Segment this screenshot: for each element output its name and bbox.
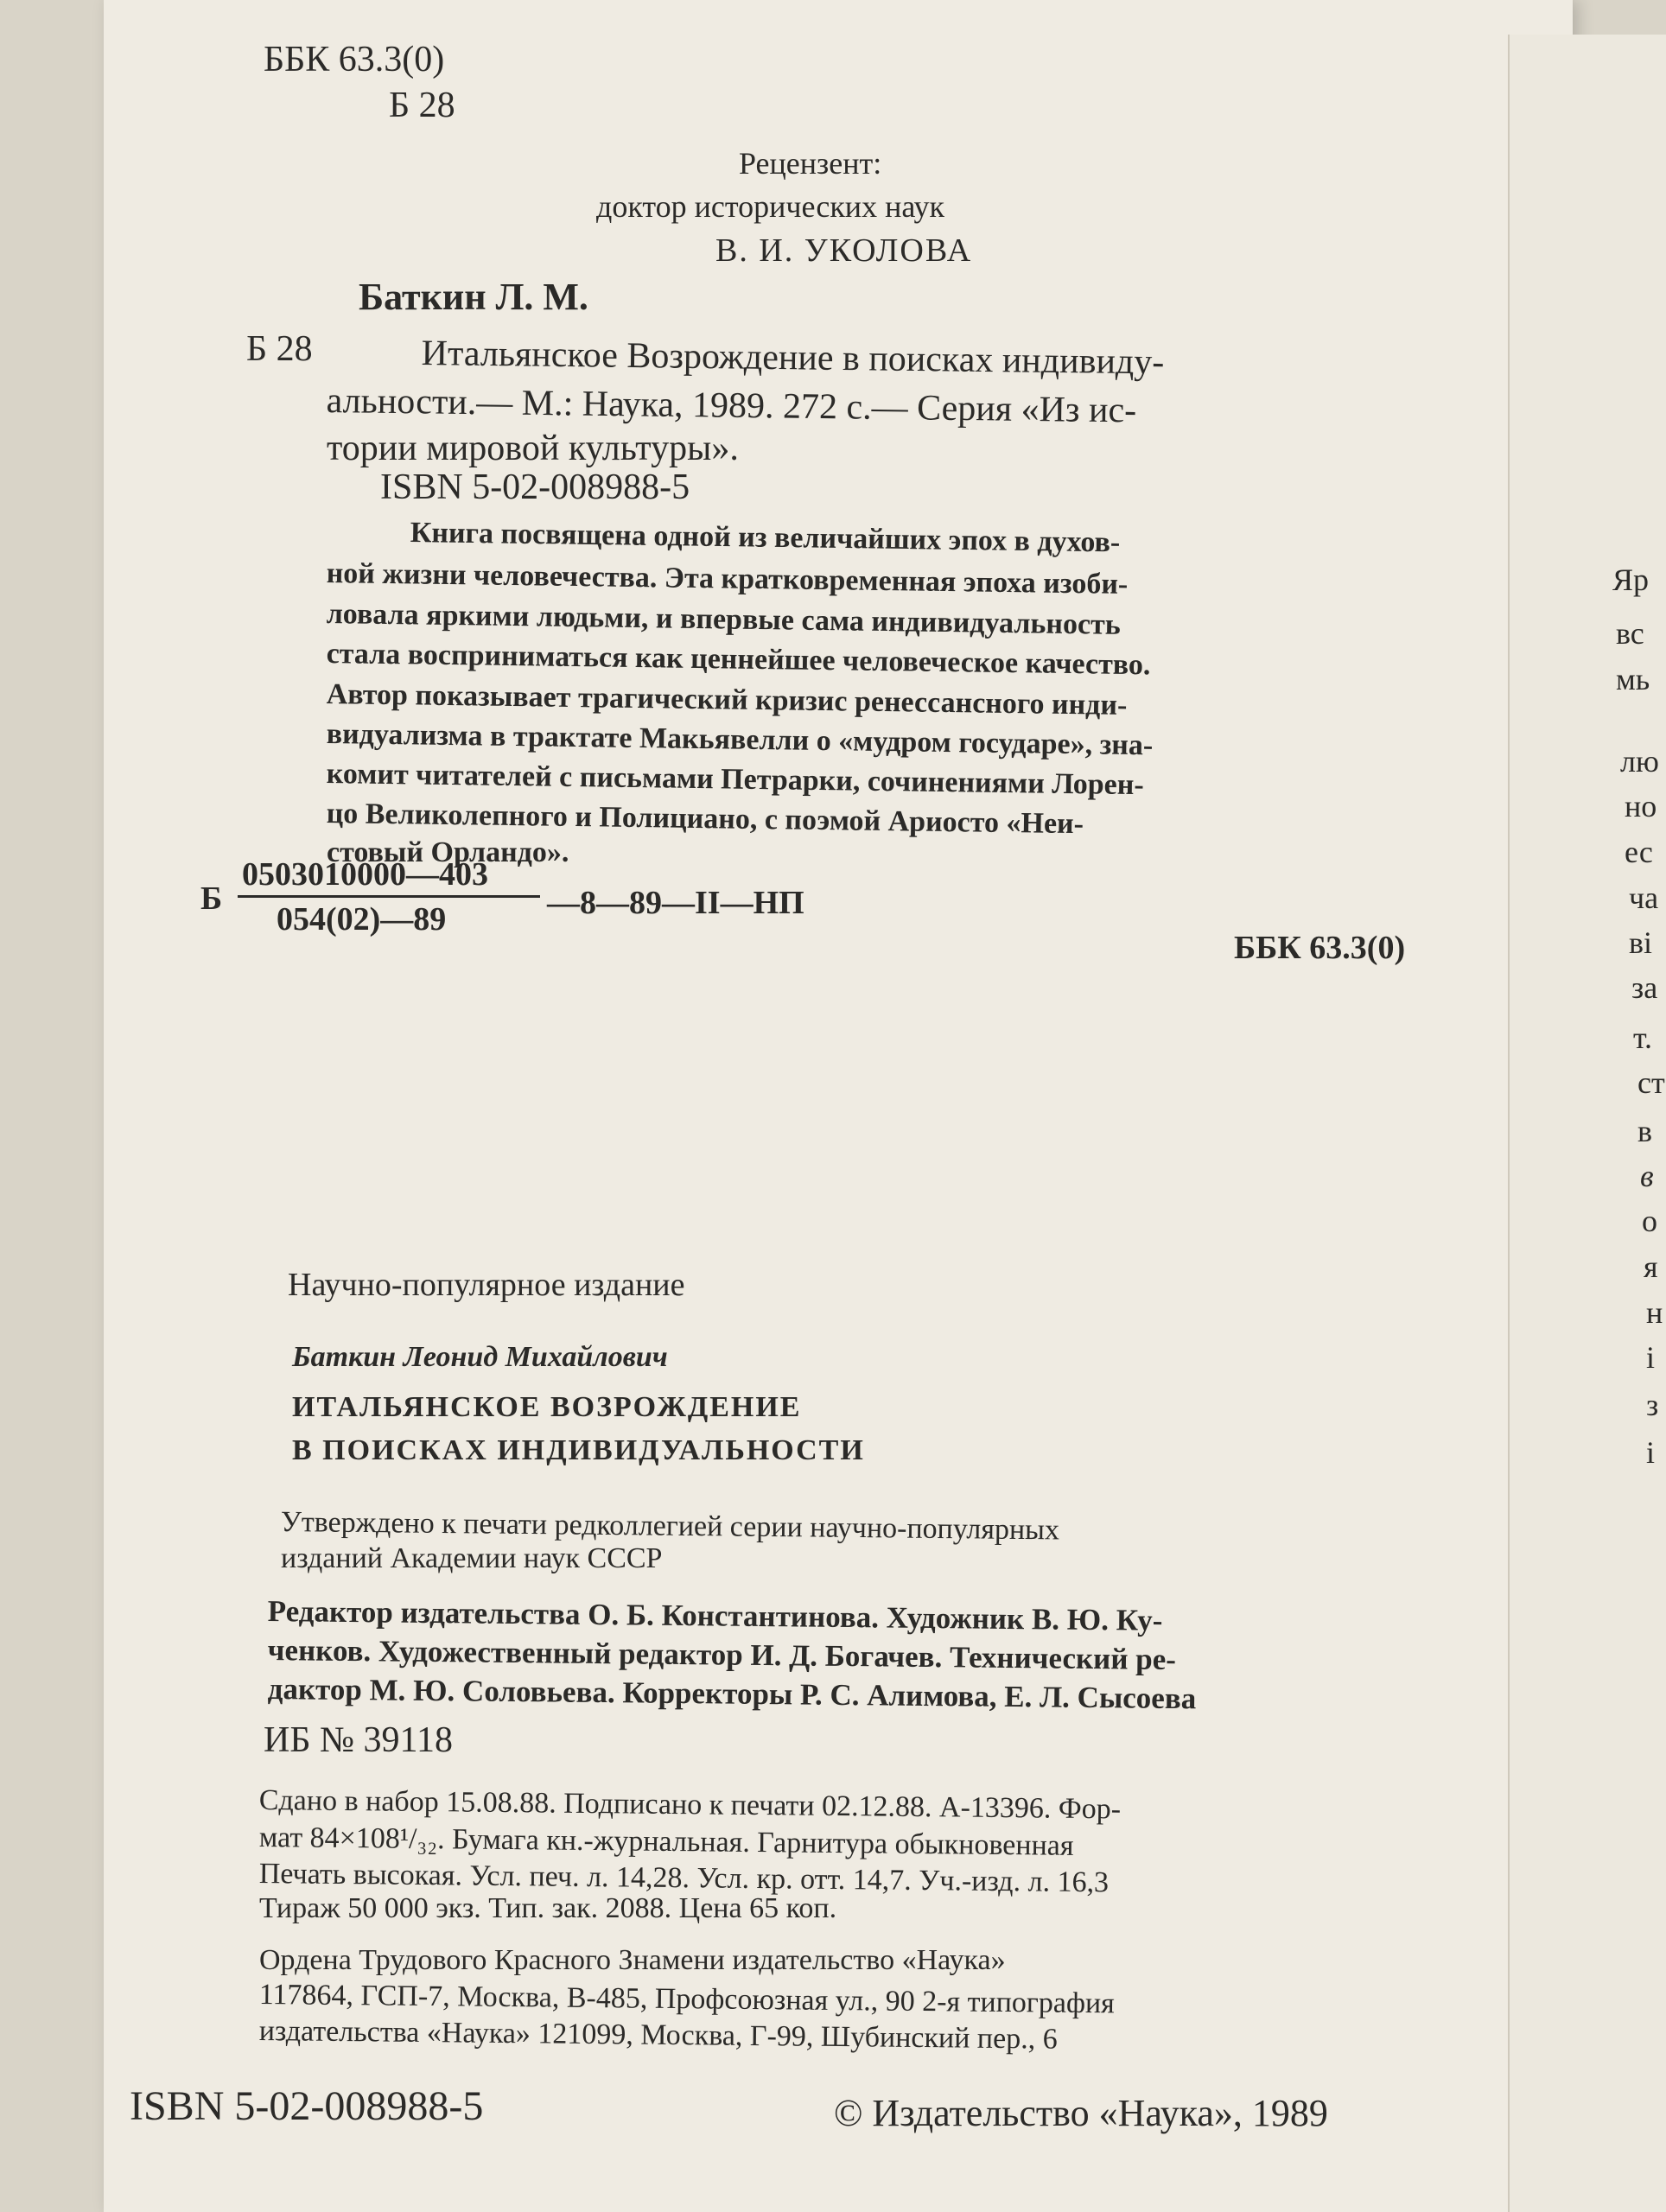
next-page-fragment: і bbox=[1646, 1435, 1656, 1470]
approved-line: Утверждено к печати редколлегией серии научно-популярных bbox=[280, 1506, 1060, 1547]
annotation-line: ловала яркими людьми, и впервые сама индивидуальность bbox=[326, 598, 1122, 641]
next-page-fragment: ча bbox=[1629, 880, 1659, 915]
formula-numerator: 0503010000—403 bbox=[242, 856, 488, 893]
next-page-fragment: вс bbox=[1616, 616, 1644, 651]
staff-line: ченков. Художественный редактор И. Д. Богачев. Технический ре- bbox=[267, 1633, 1177, 1677]
next-page-fragment: в bbox=[1640, 1159, 1654, 1193]
annotation-line: комит читателей с письмами Петрарки, сочинениями Лорен- bbox=[326, 758, 1144, 802]
annotation-line: Автор показывает трагический кризис ренессансного инди- bbox=[326, 678, 1128, 721]
annotation-line: видуализма в трактате Макьявелли о «мудром государе», зна- bbox=[326, 718, 1154, 762]
author-heading: Баткин Л. М. bbox=[359, 276, 588, 318]
next-page-fragment: в bbox=[1637, 1114, 1652, 1148]
catalog-line: Итальянское Возрождение в поисках индивиду- bbox=[421, 333, 1165, 383]
ib-number: ИБ № 39118 bbox=[264, 1720, 453, 1760]
approved-line: изданий Академии наук СССР bbox=[281, 1542, 663, 1574]
next-page-fragment: но bbox=[1625, 789, 1657, 823]
reviewer-name: В. И. УКОЛОВА bbox=[715, 232, 973, 269]
publisher-line: 117864, ГСП-7, Москва, В-485, Профсоюзная ул., 90 2-я типография bbox=[258, 1979, 1116, 2020]
annotation-line: Книга посвящена одной из величайших эпох в духов- bbox=[410, 517, 1121, 559]
next-page-fragment: ст bbox=[1637, 1065, 1665, 1100]
edition-type: Научно-популярное издание bbox=[288, 1267, 685, 1303]
publisher-line: издательства «Наука» 121099, Москва, Г-99, Шубинский пер., 6 bbox=[258, 2015, 1058, 2056]
catalog-isbn: ISBN 5-02-008988-5 bbox=[380, 467, 690, 507]
book-title-line: В ПОИСКАХ ИНДИВИДУАЛЬНОСТИ bbox=[292, 1434, 865, 1466]
annotation-line: стала восприниматься как ценнейшее человеческое качество. bbox=[326, 638, 1151, 682]
next-page-fragment: Яр bbox=[1612, 563, 1650, 597]
print-info-line: Тираж 50 000 экз. Тип. зак. 2088. Цена 65 коп. bbox=[259, 1892, 837, 1924]
author-mark-top: Б 28 bbox=[389, 86, 455, 125]
bbk-code-top: ББК 63.3(0) bbox=[264, 40, 445, 79]
bbk-code-right: ББК 63.3(0) bbox=[1234, 930, 1406, 966]
annotation-line: ной жизни человечества. Эта кратковременная эпоха изоби- bbox=[326, 557, 1129, 601]
copyright-line: © Издательство «Наука», 1989 bbox=[834, 2092, 1328, 2134]
next-page-fragment: т. bbox=[1633, 1020, 1653, 1055]
print-info-line: Сдано в набор 15.08.88. Подписано к печати 02.12.88. А-13396. Фор- bbox=[258, 1784, 1122, 1826]
formula-prefix: Б bbox=[200, 880, 223, 917]
isbn-bottom: ISBN 5-02-008988-5 bbox=[130, 2083, 484, 2129]
catalog-line: альности.— М.: Наука, 1989. 272 с.— Серия «Из ис- bbox=[326, 380, 1137, 431]
formula-denominator: 054(02)—89 bbox=[277, 901, 447, 938]
staff-line: дактор М. Ю. Соловьева. Корректоры Р. С. Алимова, Е. Л. Сысоева bbox=[267, 1672, 1197, 1716]
publisher-line: Ордена Трудового Красного Знамени издательство «Наука» bbox=[259, 1944, 1006, 1976]
annotation-line: стовый Орландо». bbox=[327, 836, 569, 868]
next-page-fragment: за bbox=[1631, 970, 1658, 1005]
next-page-fragment: мь bbox=[1616, 662, 1650, 696]
next-page-fragment: ес bbox=[1625, 835, 1653, 869]
formula-suffix: —8—89—II—НП bbox=[547, 885, 804, 921]
print-info-line: Печать высокая. Усл. печ. л. 14,28. Усл. кр. отт. 14,7. Уч.-изд. л. 16,3 bbox=[258, 1858, 1110, 1899]
author-full-name: Баткин Леонид Михайлович bbox=[292, 1341, 668, 1373]
next-page-fragment: н bbox=[1646, 1295, 1663, 1330]
next-page-fragment: о bbox=[1642, 1204, 1657, 1238]
next-page-fragment: лю bbox=[1620, 744, 1659, 779]
book-title-line: ИТАЛЬЯНСКОЕ ВОЗРОЖДЕНИЕ bbox=[292, 1391, 802, 1423]
catalog-code: Б 28 bbox=[246, 329, 313, 369]
reviewer-degree: доктор исторических наук bbox=[596, 189, 944, 224]
next-page-fragment: ві bbox=[1629, 925, 1652, 960]
next-page-fragment: я bbox=[1644, 1249, 1658, 1284]
print-info-line: мат 84×108¹/₃₂. Бумага кн.-журнальная. Гарнитура обыкновенная bbox=[258, 1821, 1074, 1862]
fraction-bar bbox=[238, 895, 540, 898]
reviewer-label: Рецензент: bbox=[739, 146, 882, 181]
annotation-line: цо Великолепного и Полициано, с поэмой Ариосто «Неи- bbox=[326, 798, 1084, 841]
staff-line: Редактор издательства О. Б. Константинова. Художник В. Ю. Ку- bbox=[267, 1594, 1163, 1637]
next-page-fragment: з bbox=[1646, 1388, 1659, 1422]
next-page-fragment: і bbox=[1646, 1340, 1656, 1375]
catalog-line: тории мировой культуры». bbox=[327, 429, 739, 468]
